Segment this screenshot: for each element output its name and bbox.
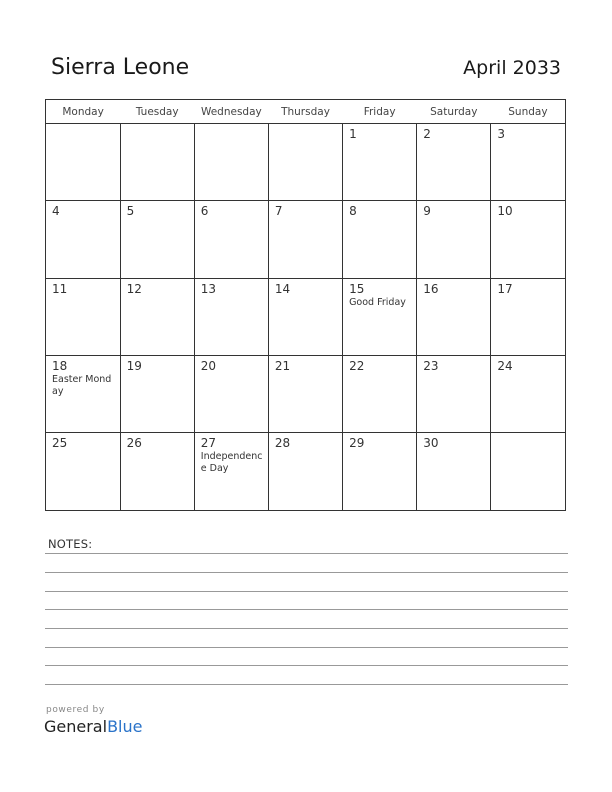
note-line: [45, 647, 568, 648]
day-number: 20: [200, 358, 217, 373]
day-cell[interactable]: [491, 278, 565, 355]
day-number: 11: [52, 281, 68, 296]
day-number: 22: [349, 358, 365, 373]
day-cell[interactable]: [46, 278, 120, 355]
holiday-label: Good Friday: [349, 296, 406, 308]
day-cell[interactable]: [417, 124, 491, 201]
day-number: 16: [423, 281, 439, 296]
day-cell[interactable]: [194, 433, 268, 510]
day-cell[interactable]: [268, 201, 342, 278]
day-number: 14: [274, 281, 291, 296]
day-number: 10: [497, 204, 513, 219]
holiday-label: Independence Day: [200, 451, 263, 475]
day-cell: [491, 433, 565, 510]
weekday-header-monday: Monday: [46, 100, 120, 124]
day-cell[interactable]: [268, 278, 342, 355]
day-cell[interactable]: [417, 433, 491, 510]
note-line: [45, 665, 568, 666]
calendar-grid: [45, 99, 566, 511]
note-line: [45, 628, 568, 629]
day-cell[interactable]: [194, 278, 268, 355]
weekday-header-friday: Friday: [343, 100, 417, 124]
day-cell[interactable]: [120, 355, 194, 432]
day-number: 9: [423, 204, 431, 219]
note-line: [45, 572, 568, 573]
day-cell[interactable]: [120, 278, 194, 355]
note-line: [45, 684, 568, 685]
day-cell[interactable]: [343, 433, 417, 510]
day-cell[interactable]: [491, 201, 565, 278]
day-number: 2: [423, 127, 431, 141]
day-number: 3: [497, 127, 505, 141]
powered-by-text: powered by: [46, 705, 105, 715]
note-line: [45, 609, 568, 610]
note-line: [45, 553, 568, 554]
weekday-header-wednesday: Wednesday: [194, 100, 268, 124]
day-cell[interactable]: [46, 201, 120, 278]
day-number: 17: [497, 281, 513, 296]
day-number: 25: [52, 436, 68, 451]
day-cell[interactable]: [343, 124, 417, 201]
day-cell[interactable]: [417, 201, 491, 278]
day-number: 18: [52, 358, 68, 373]
week-row: [46, 433, 565, 510]
day-cell[interactable]: [194, 355, 268, 432]
week-row: [46, 201, 565, 278]
day-number: 30: [423, 436, 439, 451]
day-number: 1: [349, 127, 357, 141]
week-row: [46, 124, 565, 201]
calendar-country-title: Sierra Leone: [51, 55, 190, 80]
brand-logo-part2: Blue: [107, 717, 143, 736]
day-cell[interactable]: [417, 355, 491, 432]
day-cell[interactable]: [120, 201, 194, 278]
day-number: 7: [274, 204, 283, 219]
day-cell[interactable]: [46, 433, 120, 510]
brand-logo-part1: General: [44, 717, 108, 736]
day-cell[interactable]: [46, 355, 120, 432]
day-number: 28: [274, 436, 291, 451]
day-cell[interactable]: [491, 355, 565, 432]
notes-label: NOTES:: [48, 537, 93, 551]
day-number: 26: [126, 436, 142, 451]
day-cell[interactable]: [417, 278, 491, 355]
holiday-label: Easter Monday: [52, 373, 112, 397]
day-cell[interactable]: [120, 433, 194, 510]
weekday-header-saturday: Saturday: [417, 100, 491, 124]
weekday-header-row: [46, 100, 565, 124]
day-number: 29: [349, 436, 365, 451]
day-cell: [194, 124, 268, 201]
day-number: 15: [349, 281, 365, 296]
day-number: 19: [126, 358, 142, 373]
day-number: 24: [497, 358, 513, 373]
note-line: [45, 591, 568, 592]
calendar-month-title: April 2033: [463, 57, 561, 79]
day-cell[interactable]: [491, 124, 565, 201]
day-number: 27: [200, 436, 217, 451]
day-number: 21: [274, 358, 291, 373]
day-number: 8: [349, 204, 357, 219]
week-row: [46, 278, 565, 355]
day-cell: [46, 124, 120, 201]
day-cell[interactable]: [194, 201, 268, 278]
weekday-header-tuesday: Tuesday: [120, 100, 194, 124]
brand-logo[interactable]: [44, 717, 142, 736]
day-cell[interactable]: [268, 433, 342, 510]
day-number: 23: [423, 358, 439, 373]
day-cell[interactable]: [268, 355, 342, 432]
weekday-header-thursday: Thursday: [268, 100, 342, 124]
week-row: [46, 355, 565, 432]
day-cell: [120, 124, 194, 201]
day-number: 13: [200, 281, 217, 296]
day-number: 5: [126, 204, 135, 219]
day-number: 6: [200, 204, 209, 219]
day-cell[interactable]: [343, 355, 417, 432]
day-number: 12: [126, 281, 142, 296]
day-cell[interactable]: [343, 201, 417, 278]
day-number: 4: [52, 204, 60, 219]
day-cell[interactable]: [343, 278, 417, 355]
day-cell: [268, 124, 342, 201]
weekday-header-sunday: Sunday: [491, 100, 565, 124]
